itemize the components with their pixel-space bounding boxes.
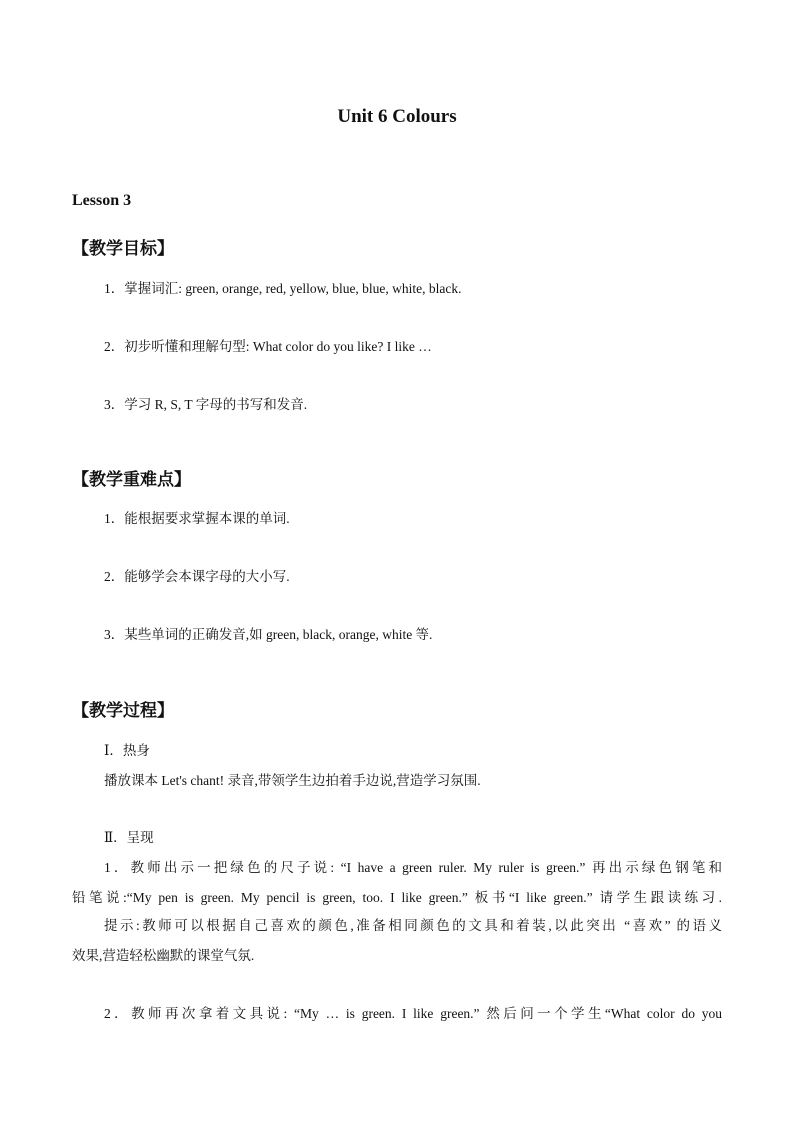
warmup-title: Ⅰ．热身 bbox=[104, 743, 150, 758]
page-title: Unit 6 Colours bbox=[337, 106, 457, 127]
key-point-item-1: 1．能根据要求掌握本课的单词. bbox=[104, 511, 290, 526]
objectives-heading: 【教学目标】 bbox=[72, 239, 174, 258]
teaching-tip-line-1: 提示:教师可以根据自己喜欢的颜色,准备相同颜色的文具和着装,以此突出 “喜欢” 的语义 bbox=[104, 918, 722, 933]
warmup-text: 播放课本 Let's chant! 录音,带领学生边拍着手边说,营造学习氛围. bbox=[104, 773, 481, 788]
key-points-heading: 【教学重难点】 bbox=[72, 470, 191, 489]
teaching-tip-line-2: 效果,营造轻松幽默的课堂气氛. bbox=[72, 948, 255, 963]
key-point-item-3: 3．某些单词的正确发音,如 green, black, orange, white 等. bbox=[104, 627, 433, 642]
objective-item-2: 2．初步听懂和理解句型: What color do you like? I like … bbox=[104, 339, 432, 354]
presentation-step-1-line-2: 铅笔说:“My pen is green. My pencil is green, too. I like green.” 板书“I like green.” 请学生跟读练习. bbox=[72, 890, 722, 905]
presentation-step-2-line-1: 2．教师再次拿着文具说: “My … is green. I like green.” 然后问一个学生“What color do you bbox=[104, 1006, 722, 1021]
objective-item-3: 3．学习 R, S, T 字母的书写和发音. bbox=[104, 397, 308, 412]
process-heading: 【教学过程】 bbox=[72, 701, 174, 720]
presentation-title: Ⅱ．呈现 bbox=[104, 830, 154, 845]
objective-item-1: 1．掌握词汇: green, orange, red, yellow, blue, blue, white, black. bbox=[104, 281, 462, 296]
lesson-label: Lesson 3 bbox=[72, 192, 132, 209]
key-point-item-2: 2．能够学会本课字母的大小写. bbox=[104, 569, 290, 584]
presentation-step-1-line-1: 1．教师出示一把绿色的尺子说: “I have a green ruler. My ruler is green.” 再出示绿色钢笔和 bbox=[104, 860, 722, 875]
